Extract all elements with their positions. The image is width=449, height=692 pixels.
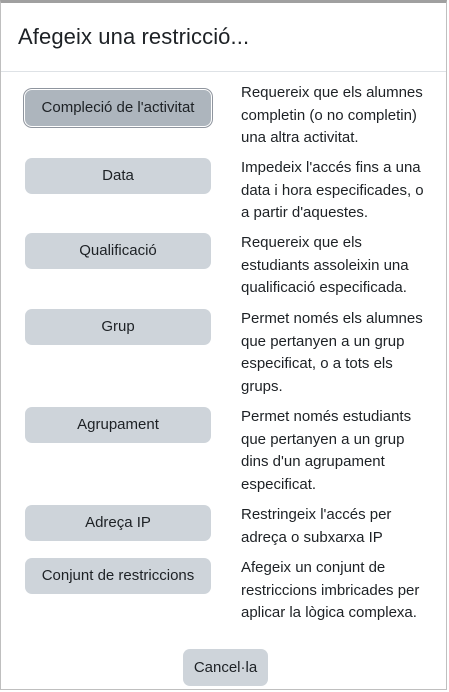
date-description: Impedeix l'accés fins a una data i hora especificades, o a partir d'aquestes.: [241, 159, 424, 221]
restriction-set-description: Afegeix un conjunt de restriccions imbricades per aplicar la lògica complexa.: [241, 559, 420, 621]
ip-address-description: Restringeix l'accés per adreça o subxarxa IP: [241, 506, 392, 546]
grouping-description: Permet només estudiants que pertanyen a un grup dins d'un agrupament especificat.: [241, 408, 412, 493]
grade-description: Requereix que els estudiants assoleixin una qualificació especificada.: [241, 234, 409, 296]
ip-address-button[interactable]: Adreça IP: [25, 505, 211, 541]
activity-completion-button[interactable]: Compleció de l'activitat: [25, 90, 211, 126]
grade-button[interactable]: Qualificació: [25, 233, 211, 269]
grouping-button[interactable]: Agrupament: [25, 407, 211, 443]
activity-completion-description: Requereix que els alumnes completin (o no completin) una altra activitat.: [241, 84, 423, 146]
date-button[interactable]: Data: [25, 158, 211, 194]
dialog-title: Afegeix una restricció...: [18, 24, 250, 49]
dialog-header: [1, 3, 446, 72]
group-button[interactable]: Grup: [25, 309, 211, 345]
cancel-button[interactable]: Cancel·la: [183, 649, 268, 686]
group-description: Permet només els alumnes que pertanyen a un grup especificat, o a tots els grups.: [241, 310, 423, 395]
restriction-set-button[interactable]: Conjunt de restriccions: [25, 558, 211, 594]
